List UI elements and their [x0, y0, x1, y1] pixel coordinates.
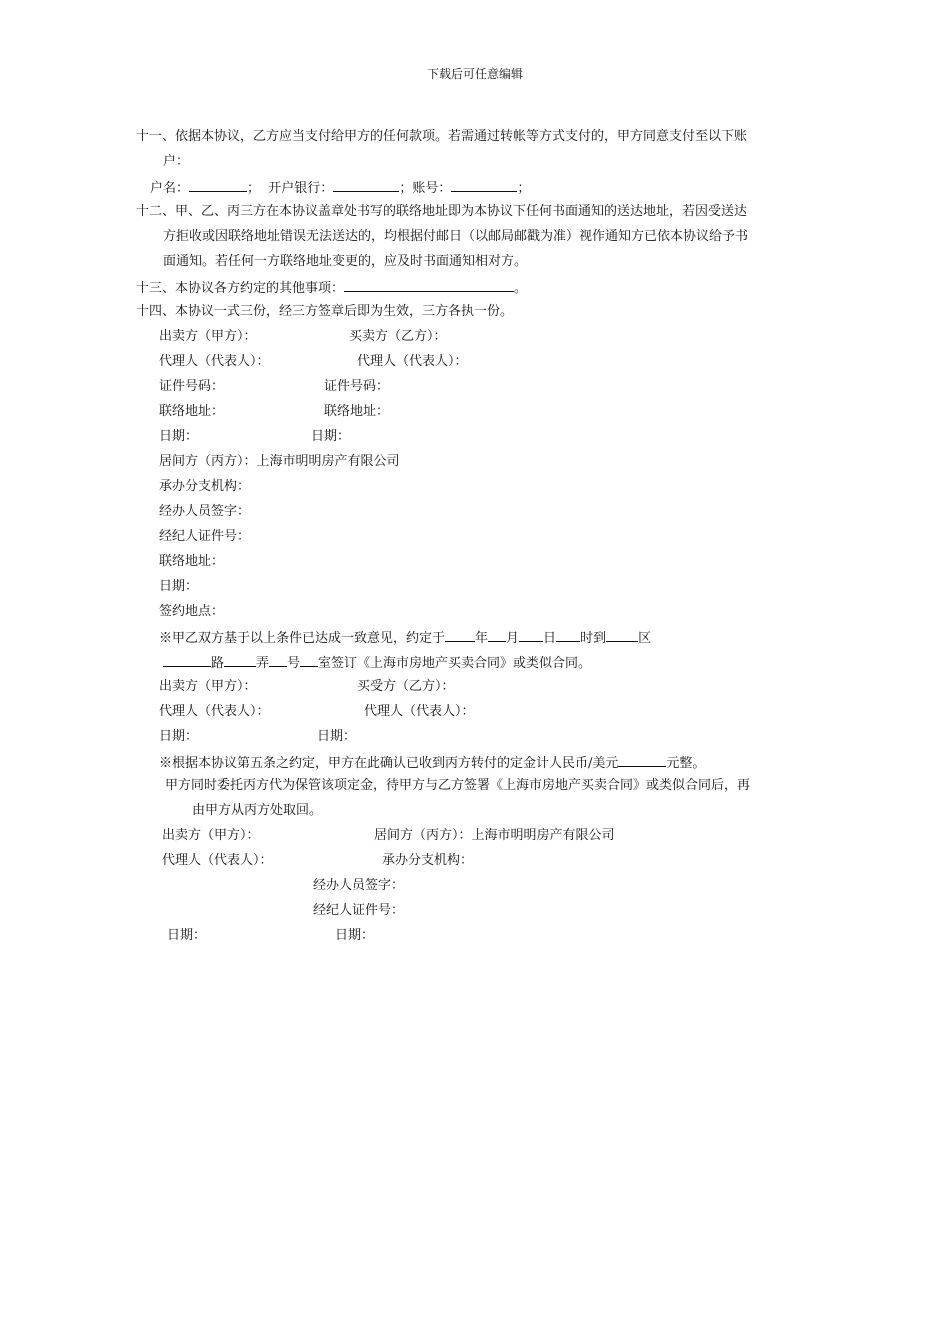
broker-date-label-3: 日期：: [335, 928, 375, 943]
broker-label: 居间方（丙方）：上海市明明房产有限公司: [159, 454, 400, 469]
buyer-agent-label: 代理人（代表人）：: [357, 354, 468, 369]
seller-label-3: 出卖方（甲方）：: [162, 828, 260, 843]
buyer-id-label: 证件号码：: [324, 379, 390, 394]
clause-11-line-2: 户：: [163, 154, 190, 169]
deposit-unit: 元整。: [666, 756, 706, 771]
hour-blank: [556, 629, 580, 642]
staff-signature-label: 经办人员签字：: [159, 504, 251, 519]
seller-label-2: 出卖方（甲方）：: [159, 679, 257, 694]
bank-label: 开户银行：: [268, 181, 334, 196]
broker-id-label-3: 经纪人证件号：: [313, 903, 405, 918]
year-blank: [445, 629, 475, 642]
day-blank: [519, 629, 543, 642]
seller-address-label: 联络地址：: [159, 404, 225, 419]
number-blank: [269, 654, 287, 667]
seller-label: 出卖方（甲方）：: [159, 329, 257, 344]
branch-label: 承办分支机构：: [159, 479, 251, 494]
deposit-amount-blank: [618, 754, 666, 767]
seller-date-label-2: 日期：: [159, 729, 199, 744]
buyer-address-label: 联络地址：: [324, 404, 390, 419]
seller-agent-label-2: 代理人（代表人）：: [159, 704, 270, 719]
month-blank: [488, 629, 506, 642]
clause-13-end: 。: [514, 281, 528, 296]
buyer-agent-label-2: 代理人（代表人）：: [364, 704, 475, 719]
buyer-label-2: 买受方（乙方）：: [357, 679, 455, 694]
clause-13-text: 十三、本协议各方约定的其他事项：: [136, 281, 345, 296]
deposit-note-line-1: [159, 754, 705, 772]
clause-12-line-1: 十二、甲、乙、丙三方在本协议盖章处书写的联络地址即为本协议下任何书面通知的送达地址，若因受送达: [136, 204, 748, 219]
broker-id-label: 经纪人证件号：: [159, 529, 251, 544]
seller-agent-label-3: 代理人（代表人）：: [162, 853, 273, 868]
deposit-note-line-3: 由甲方从丙方处取回。: [192, 803, 323, 818]
buyer-label: 买卖方（乙方）：: [349, 329, 447, 344]
account-name-label: 户名：: [150, 181, 190, 196]
bank-blank: [333, 179, 399, 192]
separator: ；: [517, 181, 531, 196]
day-label: 日: [543, 631, 557, 646]
clause-11-account-line: [150, 179, 530, 197]
broker-address-label: 联络地址：: [159, 554, 225, 569]
clause-12-line-2: 方拒收或因联络地址错误无法送达的，均根据付邮日（以邮局邮戳为准）视作通知方已依本协议给予书: [163, 229, 749, 244]
lane-blank: [224, 654, 256, 667]
clause-12-line-3: 面通知。若任何一方联络地址变更的，应及时书面通知相对方。: [163, 254, 528, 269]
month-label: 月: [506, 631, 520, 646]
clause-14: 十四、本协议一式三份，经三方签章后即为生效，三方各执一份。: [136, 304, 514, 319]
room-blank: [300, 654, 318, 667]
hour-label: 时到: [580, 631, 607, 646]
deposit-note-line-2: 甲方同时委托丙方代为保管该项定金，待甲方与乙方签署《上海市房地产买卖合同》或类似合同后，再: [165, 778, 751, 793]
account-number-label: ；账号：: [399, 181, 452, 196]
deposit-text: ※根据本协议第五条之约定，甲方在此确认已收到丙方转付的定金计人民币/美元: [159, 756, 619, 771]
road-blank: [163, 654, 211, 667]
other-matters-blank: [344, 279, 514, 292]
separator: ；: [247, 181, 261, 196]
broker-date-label: 日期：: [159, 579, 199, 594]
account-name-blank: [189, 179, 247, 192]
clause-13: [136, 279, 527, 297]
page-header: 下载后可任意编辑: [426, 67, 523, 81]
appointment-note-line-1: [159, 629, 651, 647]
seller-date-label-3: 日期：: [167, 928, 207, 943]
district-label: 区: [638, 631, 652, 646]
number-label: 号: [287, 656, 301, 671]
clause-11-line-1: 十一、依据本协议，乙方应当支付给甲方的任何款项。若需通过转帐等方式支付的，甲方同意支付至以下账: [136, 129, 748, 144]
year-label: 年: [475, 631, 489, 646]
lane-label: 弄: [256, 656, 270, 671]
signing-place-label: 签约地点：: [159, 604, 225, 619]
broker-label-3: 居间方（丙方）：上海市明明房产有限公司: [374, 828, 615, 843]
staff-signature-label-3: 经办人员签字：: [313, 878, 405, 893]
room-label: 室签订《上海市房地产买卖合同》或类似合同。: [318, 656, 592, 671]
appointment-text: ※甲乙双方基于以上条件已达成一致意见，约定于: [159, 631, 446, 646]
seller-id-label: 证件号码：: [159, 379, 225, 394]
account-number-blank: [451, 179, 517, 192]
buyer-date-label: 日期：: [311, 429, 351, 444]
seller-agent-label: 代理人（代表人）：: [159, 354, 270, 369]
road-label: 路: [211, 656, 225, 671]
seller-date-label: 日期：: [159, 429, 199, 444]
appointment-note-line-2: [163, 654, 591, 672]
branch-label-3: 承办分支机构：: [382, 853, 474, 868]
district-blank: [606, 629, 638, 642]
buyer-date-label-2: 日期：: [317, 729, 357, 744]
